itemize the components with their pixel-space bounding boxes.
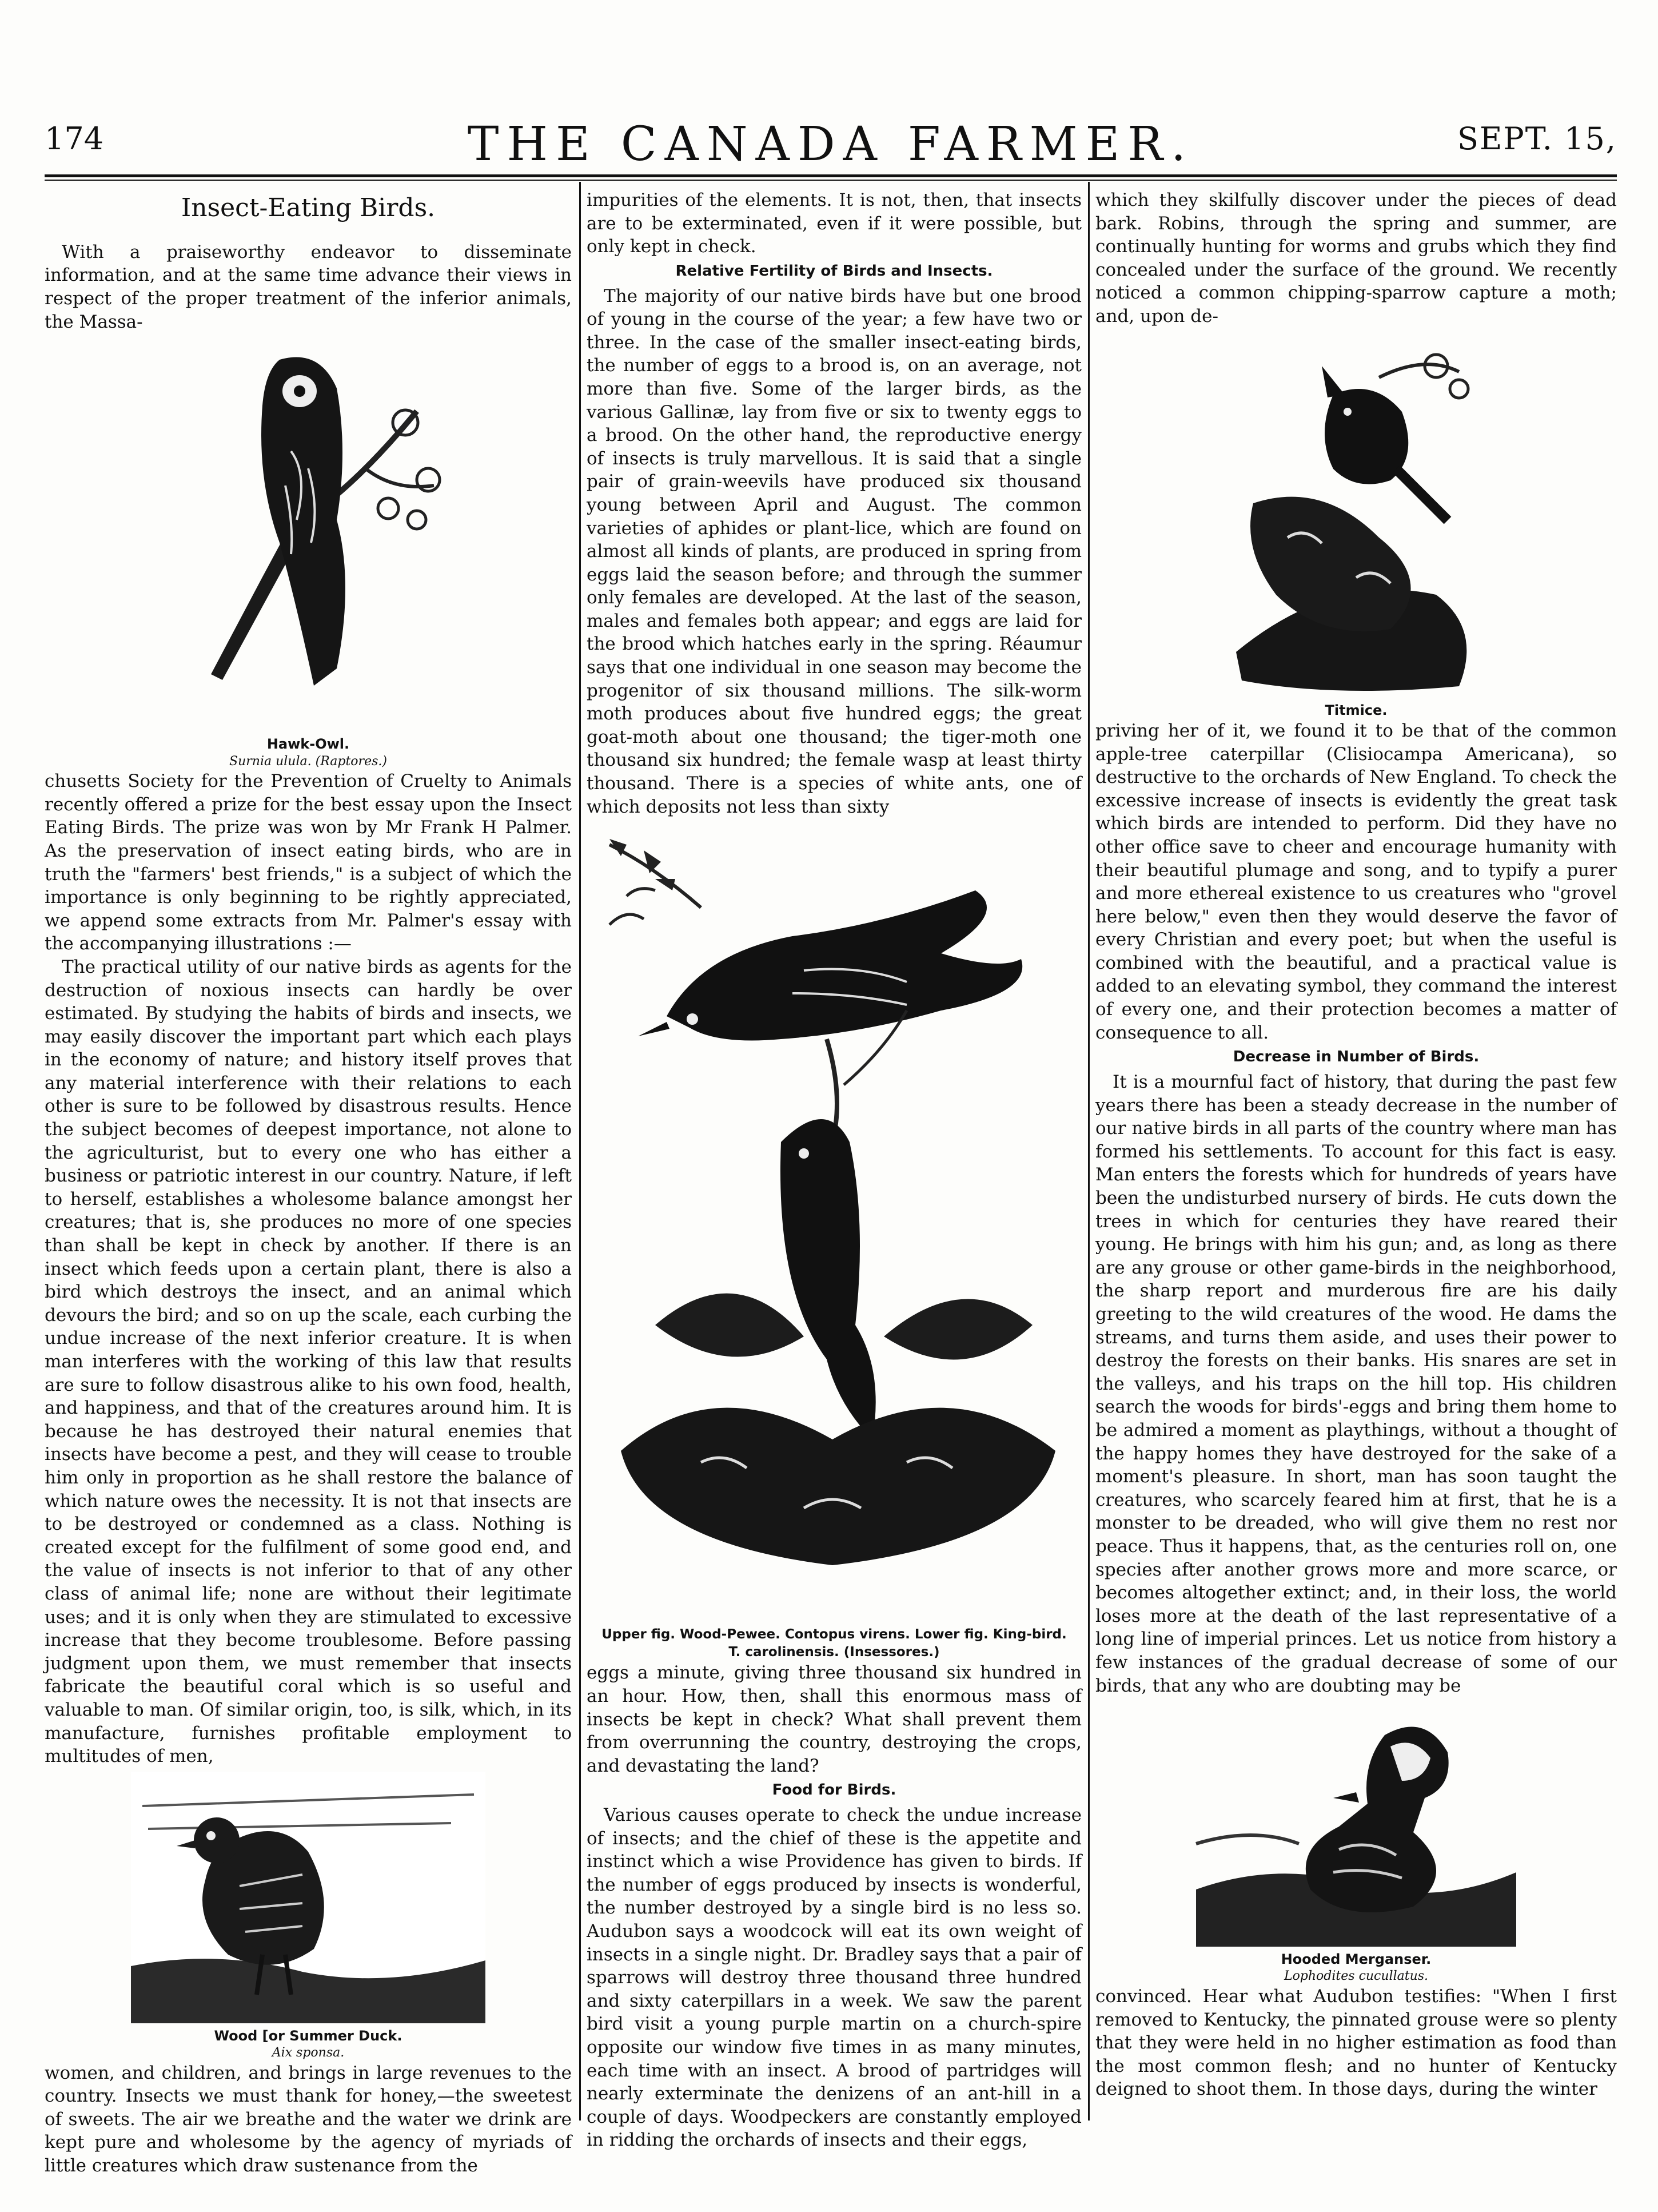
paragraph: Various causes operate to check the undue increase of insects; and the chief of these is the appetite and instinct which a wise Providence has given to birds. If the number of eggs produced by insects is wonderful, the number destroyed by a single bird is no less so. Audubon says a woodcock will eat its own weight of insects in a single night. Dr. Bradley says that a pair of sparrows will destroy three thousand three hundred and sixty caterpillars in a week. We saw the parent bird visit a young purple martin on a church-spire opposite our window five times in as many minutes, each time with an insect. A brood of partridges will nearly exterminate the denizens of an ant-hill in a couple of days. Woodpeckers are constantly employed in ridding the orchards of insects and their eggs, <box>587 1805 1082 2151</box>
section-heading: Decrease in Number of Birds. <box>1233 1048 1480 1066</box>
column-1 <box>45 189 572 2177</box>
page-number: 174 <box>45 121 104 157</box>
figure-caption: Titmice. <box>1325 702 1388 718</box>
article-title: Insect-Eating Birds. <box>181 193 436 222</box>
masthead <box>45 117 1617 180</box>
paragraph: which they skilfully discover under the pieces of dead bark. Robins, through the spring and summer, are continually hunting for worms and grubs which they find concealed under the surface of the ground. We recently noticed a common chipping-sparrow capture a moth; and, upon de- <box>1095 190 1617 327</box>
column-2 <box>587 189 1082 2151</box>
paragraph: eggs a minute, giving three thousand six hundred in an hour. How, then, shall this enormous mass of insects be kept in check? What shall prevent them from overrunning the country, destroying the crops, and devastating the land? <box>587 1662 1082 1776</box>
wood-pewee-kingbird-illustration <box>587 822 1082 1622</box>
figure-caption: Wood [or Summer Duck. <box>214 2027 402 2044</box>
column-divider <box>579 182 581 2121</box>
paragraph: It is a mournful fact of history, that during the past few years there has been a steady decrease in the number of our native birds in all parts of the country where man has formed his settlements. To account for this fact is easy. Man enters the forests which for hundreds of years have been the undisturbed nursery of birds. He cuts down the trees in which for centuries they have reared their young. He brings with him his gun; and, as long as there are any grouse or other game-birds in the neighborhood, the sharp report and murderous fire are his daily greeting to the wild creatures of the wood. He dams the streams, and turns them aside, and uses their power to destroy the forests on their banks. His snares are set in the valleys, and his traps on the hill top. His children search the woods for birds'-eggs and bring them home to be admired a moment as playthings, without a thought of the happy homes they have destroyed for the sake of a moment's pleasure. In short, man has soon taught the creatures, who scarcely feared him at first, that he is a monster to be dreaded, who will give them no rest nor peace. Thus it happens, that, as the centuries roll on, one species after another grows more and more scarce, or becomes altogether extinct; and, in their loss, the world loses more at the death of the last representative of a long line of imperial princes. Let us notice from history a few instances of the gradual decrease of some of our birds, that any who are doubting may be <box>1095 1072 1617 1696</box>
newspaper-title: THE CANADA FARMER. <box>467 117 1194 172</box>
paragraph: chusetts Society for the Prevention of Cruelty to Animals recently offered a prize for the best essay upon the Insect Eating Birds. The prize was won by Mr Frank H Palmer. As the preservation of insect eating birds, who are in truth the "farmers' best friends," is a subject of which the importance is only beginning to be rightly appreciated, we append some extracts from Mr. Palmer's essay with the accompanying illustrations :— <box>45 771 572 954</box>
figure-caption: Hawk-Owl. <box>266 736 350 753</box>
paragraph: women, and children, and brings in large revenues to the country. Insects we must thank for honey,—the sweetest of sweets. The air we breathe and the water we drink are kept pure and wholesome by the agency of myriads of little creatures which draw sustenance from the <box>45 2062 572 2177</box>
paragraph: With a praiseworthy endeavor to disseminate information, and at the same time advance their views in respect of the proper treatment of the inferior animals, the Massa- <box>45 241 572 332</box>
figure-caption-latin: Lophodites cucullatus. <box>1284 1969 1429 1984</box>
wood-duck-illustration <box>131 1772 485 2023</box>
titmice-illustration <box>1219 332 1493 698</box>
paragraph: priving her of it, we found it to be that of the common apple-tree caterpillar (Clisiocampa Americana), so destructive to the orchards of New England. To check the excessive increase of insects is evidently the great task which birds are intended to perform. Did they have no other office save to cheer and encourage humanity with their beautiful plumage and song, and to typify a purer and more ethereal existence to us creatures who "grovel here below," even then they would deserve the favor of every Christian and every poet; but when the useful is combined with the beautiful, and a practical value is added to an elevating symbol, they command the interest of every one, and their protection becomes a matter of consequence to all. <box>1095 720 1617 1043</box>
hooded-merganser-illustration <box>1196 1701 1516 1947</box>
column-divider <box>1088 182 1090 2121</box>
figure-caption: Upper fig. Wood-Pewee. Contopus virens. Lower fig. King-bird. T. carolinensis. (Insessores.) <box>601 1627 1067 1660</box>
section-heading: Food for Birds. <box>772 1781 896 1799</box>
paragraph: impurities of the elements. It is not, then, that insects are to be exterminated, even if it were possible, but only kept in check. <box>587 190 1082 257</box>
section-heading: Relative Fertility of Birds and Insects. <box>675 262 993 280</box>
issue-date: SEPT. 15, <box>1457 121 1617 157</box>
paragraph: The practical utility of our native birds as agents for the destruction of noxious insects can hardly be over estimated. By studying the habits of birds and insects, we may easily discover the important part which each plays in the economy of nature; and history itself proves that any material interference with their relations to each other is sure to be followed by disastrous results. Hence the subject becomes of deepest importance, not alone to the agriculturist, but to every one who has either a business or patriotic interest in our country. Nature, if left to herself, establishes a wholesome balance amongst her creatures; that is, she produces no more of one species than shall be kept in check by another. If there is an insect which feeds upon a certain plant, there is also a bird which destroys the insect, and an animal which devours the bird; and so on up the scale, each curbing the undue increase of the next inferior creature. It is when man interferes with the working of this law that results are sure to follow disastrous alike to his own food, health, and happiness, and that of the creatures around him. It is because he has destroyed their natural enemies that insects have become a pest, and they will cease to trouble him only in proportion as he shall restore the balance of which nature owes the necessity. It is not that insects are to be destroyed or condemned as a class. Nothing is created except for the fulfilment of some good end, and the value of insects is not inferior to that of any other class of animal life; none are without their legitimate uses; and it is only when they are stimulated to excessive increase that they become troublesome. Before passing judgment upon them, we must remember that insects fabricate the beautiful coral which is so useful and valuable to man. Of similar origin, too, is silk, which, in its manufacture, furnishes profitable employment to multitudes of men, <box>45 956 572 1767</box>
column-3 <box>1095 189 1617 2127</box>
paragraph: The majority of our native birds have but one brood of young in the course of the year; a few have two or three. In the case of the smaller insect-eating birds, the number of eggs to a brood is, on an average, not more than five. Some of the larger birds, as the various Gallinæ, lay from five or six to twenty eggs to a brood. On the other hand, the reproductive energy of insects is truly marvellous. It is said that a single pair of grain-weevils have produced six thousand young between April and August. The common varieties of aphides or plant-lice, which are found on almost all kinds of plants, are produced in spring from eggs laid the season before; and through the summer only females are developed. At the last of the season, males and females both appear; and eggs are laid for the brood which hatches early in the spring. Réaumur says that one individual in one season may become the progenitor of six thousand millions. The silk-worm moth produces about five hundred eggs; the great goat-moth about one thousand; the tiger-moth one thousand six hundred; the female wasp at least thirty thousand. There is a species of white ants, one of which deposits not less than sixty <box>587 285 1082 817</box>
figure-caption-latin: Surnia ulula. (Raptores.) <box>229 754 387 769</box>
figure-caption: Hooded Merganser. <box>1281 1951 1432 1968</box>
hawk-owl-illustration <box>148 337 468 731</box>
masthead-rule-thin <box>45 180 1617 181</box>
figure-caption-latin: Aix sponsa. <box>272 2046 345 2060</box>
masthead-rule <box>45 174 1617 177</box>
paragraph: convinced. Hear what Audubon testifies: "When I first removed to Kentucky, the pinnated grouse were so plenty that they were held in no higher estimation as food than the most common flesh; and no hunter of Kentucky deigned to shoot them. In those days, during the winter <box>1095 1986 1617 2100</box>
